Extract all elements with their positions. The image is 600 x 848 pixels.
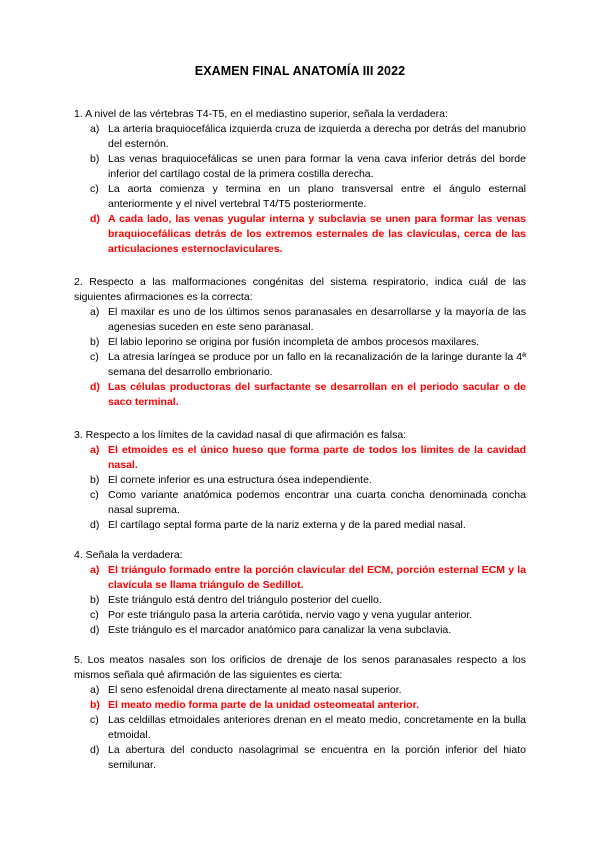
option-b: b) El labio leporino se origina por fusión incompleta de ambos procesos maxilares. — [90, 336, 480, 348]
option-a: a) El seno esfenoidal drena directamente al meato nasal superior. — [90, 684, 402, 696]
question-3 — [74, 428, 526, 533]
question-5 — [74, 653, 526, 773]
option-a: a) El maxilar es uno de los últimos senos paranasales en desarrollarse y la mayoría de las agenesias suceden en este seno paranasal. — [90, 306, 526, 333]
option-b: b) Las venas braquiocefálicas se unen para formar la vena cava inferior detrás del borde inferior del cartílago costal de la primera costilla derecha. — [90, 153, 526, 180]
option-c: c) Como variante anatómica podemos encontrar una cuarta concha denominada concha nasal suprema. — [90, 489, 526, 516]
option-b: b) El cornete inferior es una estructura ósea independiente. — [90, 474, 372, 486]
option-a: a) El etmoides es el único hueso que forma parte de todos los límites de la cavidad nasal. — [90, 444, 526, 471]
option-c: c) La aorta comienza y termina en un plano transversal entre el ángulo esternal anteriormente y el nivel vertebral T4/T5 posteriormente. — [90, 183, 526, 210]
option-a: a) La arteria braquiocefálica izquierda cruza de izquierda a derecha por detrás del manubrio del esternón. — [90, 123, 526, 150]
option-c: c) Por este triángulo pasa la arteria carótida, nervio vago y vena yugular anterior. — [90, 609, 473, 621]
option-d: d) La abertura del conducto nasolagrimal se encuentra en la porción inferior del hiato semilunar. — [90, 744, 526, 771]
option-b: b) El meato medio forma parte de la unidad osteomeatal anterior. — [90, 699, 419, 711]
option-c: c) La atresia laríngea se produce por un fallo en la recanalización de la laringe durante la 4ª semana del desarrollo embrionario. — [90, 351, 526, 378]
option-d: d) Las células productoras del surfactante se desarrollan en el periodo sacular o de saco terminal. — [90, 381, 526, 408]
question-text: 1. A nivel de las vértebras T4-T5, en el mediastino superior, señala la verdadera: — [74, 108, 448, 120]
option-d: d) A cada lado, las venas yugular interna y subclavia se unen para formar las venas braquiocefálicas detrás de los extremos esternales de las clavículas, cerca de las articulaciones esternoclaviculares. — [90, 213, 526, 255]
question-4 — [74, 548, 526, 638]
question-text: 5. Los meatos nasales son los orificios de drenaje de los senos paranasales respecto a los mismos señala qué afirmación de las siguientes es cierta: — [74, 654, 526, 681]
question-2 — [74, 275, 526, 410]
option-b: b) Este triángulo está dentro del triángulo posterior del cuello. — [90, 594, 382, 606]
option-d: d) Este triángulo es el marcador anatómico para canalizar la vena subclavia. — [90, 624, 452, 636]
question-text: 2. Respecto a las malformaciones congénitas del sistema respiratorio, indica cuál de las siguientes afirmaciones es la correcta: — [74, 276, 526, 303]
option-d: d) El cartílago septal forma parte de la nariz externa y de la pared medial nasal. — [90, 519, 466, 531]
question-text: 4. Señala la verdadera: — [74, 549, 183, 561]
question-1 — [74, 107, 526, 257]
option-c: c) Las celdillas etmoidales anteriores drenan en el meato medio, concretamente en la bulla etmoidal. — [90, 714, 526, 741]
option-a: a) El triángulo formado entre la porción clavicular del ECM, porción esternal ECM y la clavícula se llama triángulo de Sedillot. — [90, 564, 526, 591]
exam-title: EXAMEN FINAL ANATOMÍA III 2022 — [194, 64, 406, 78]
question-text: 3. Respecto a los límites de la cavidad nasal di que afirmación es falsa: — [74, 429, 407, 441]
